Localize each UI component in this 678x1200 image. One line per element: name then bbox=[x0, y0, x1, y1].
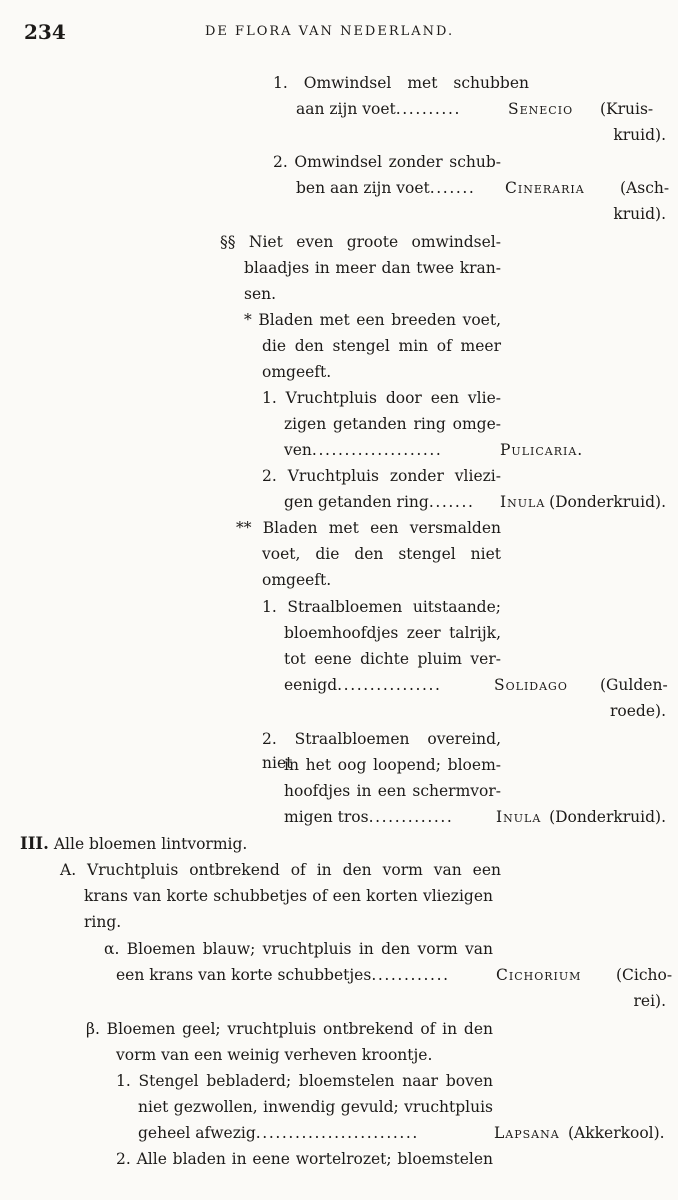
key-line: α. Bloemen blauw; vruchtpluis in den vorm van bbox=[104, 940, 493, 958]
leader-dots: ......................... bbox=[255, 1124, 419, 1142]
key-line: 1. Vruchtpluis door een vlie- bbox=[262, 389, 501, 407]
common-name: (Donderkruid). bbox=[549, 493, 666, 511]
key-line: migen tros............. bbox=[284, 808, 454, 826]
key-line: niet gezwollen, inwendig gevuld; vruchtpluis bbox=[138, 1098, 493, 1116]
key-line: gen getanden ring....... bbox=[284, 493, 475, 511]
leader-dots: .................... bbox=[311, 441, 443, 459]
common-name: (Kruis- bbox=[600, 100, 654, 118]
common-name: (Donderkruid). bbox=[549, 808, 666, 826]
key-line: kruid). bbox=[613, 126, 666, 144]
key-line: bloemhoofdjes zeer talrijk, bbox=[284, 624, 501, 642]
genus-name: Inula bbox=[500, 493, 546, 511]
leader-dots: .......... bbox=[395, 100, 462, 118]
section-numeral: III. bbox=[20, 834, 49, 853]
key-line: ring. bbox=[84, 913, 122, 931]
key-line: ben aan zijn voet....... bbox=[296, 179, 476, 197]
genus-name: Cichorium bbox=[496, 966, 582, 984]
running-title: DE FLORA VAN NEDERLAND. bbox=[205, 24, 455, 39]
key-line: tot eene dichte pluim ver- bbox=[284, 650, 501, 668]
common-name: (Akkerkool). bbox=[568, 1124, 665, 1142]
key-line: * Bladen met een breeden voet, bbox=[244, 311, 501, 329]
section-heading: III. Alle bloemen lintvormig. bbox=[20, 834, 248, 853]
key-line: A. Vruchtpluis ontbrekend of in den vorm van een bbox=[60, 861, 501, 879]
key-line: §§ Niet even groote omwindsel- bbox=[220, 233, 501, 251]
genus-name: Solidago bbox=[494, 676, 568, 694]
key-line: kruid). bbox=[613, 205, 666, 223]
key-line: 1. Straalbloemen uitstaande; bbox=[262, 598, 501, 616]
genus-name: Lapsana bbox=[494, 1124, 560, 1142]
key-line: ven.................... bbox=[284, 441, 443, 459]
key-line: ** Bladen met een versmalden bbox=[236, 519, 501, 537]
key-line: krans van korte schubbetjes of een korten vliezigen bbox=[84, 887, 493, 905]
key-line: aan zijn voet.......... bbox=[296, 100, 462, 118]
key-line: rei). bbox=[633, 992, 666, 1010]
common-name: (Gulden- bbox=[600, 676, 668, 694]
key-line: 2. Straalbloemen overeind, niet bbox=[262, 730, 501, 772]
common-name: (Asch- bbox=[620, 179, 670, 197]
key-line: een krans van korte schubbetjes............ bbox=[116, 966, 450, 984]
common-name: (Cicho- bbox=[616, 966, 673, 984]
leader-dots: ............. bbox=[368, 808, 454, 826]
key-line: zigen getanden ring omge- bbox=[284, 415, 501, 433]
leader-dots: ....... bbox=[429, 179, 476, 197]
leader-dots: ............ bbox=[371, 966, 450, 984]
genus-name: Senecio bbox=[508, 100, 574, 118]
key-line: 2. Alle bladen in eene wortelrozet; bloemstelen bbox=[116, 1150, 493, 1168]
key-line: in het oog loopend; bloem- bbox=[284, 756, 501, 774]
key-line: hoofdjes in een schermvor- bbox=[284, 782, 501, 800]
key-line: omgeeft. bbox=[262, 363, 332, 381]
key-line: vorm van een weinig verheven kroontje. bbox=[116, 1046, 433, 1064]
leader-dots: ................ bbox=[337, 676, 442, 694]
key-line: voet, die den stengel niet bbox=[262, 545, 501, 563]
genus-name: Pulicaria. bbox=[500, 441, 584, 459]
key-line: geheel afwezig......................... bbox=[138, 1124, 419, 1142]
key-line: omgeeft. bbox=[262, 571, 332, 589]
genus-name: Inula bbox=[496, 808, 542, 826]
leader-dots: ....... bbox=[428, 493, 475, 511]
key-line: 1. Omwindsel met schubben bbox=[273, 74, 529, 92]
key-line: eenigd................ bbox=[284, 676, 442, 694]
key-line: sen. bbox=[244, 285, 277, 303]
key-line: 1. Stengel bebladerd; bloemstelen naar boven bbox=[116, 1072, 493, 1090]
key-line: 2. Omwindsel zonder schub- bbox=[273, 153, 501, 171]
page-header bbox=[0, 20, 678, 46]
key-line: β. Bloemen geel; vruchtpluis ontbrekend of in den bbox=[86, 1020, 493, 1038]
key-line: die den stengel min of meer bbox=[262, 337, 501, 355]
genus-name: Cineraria bbox=[505, 179, 585, 197]
key-line: blaadjes in meer dan twee kran- bbox=[244, 259, 501, 277]
page-number: 234 bbox=[24, 20, 66, 44]
key-line: 2. Vruchtpluis zonder vliezi- bbox=[262, 467, 501, 485]
key-line: roede). bbox=[610, 702, 666, 720]
